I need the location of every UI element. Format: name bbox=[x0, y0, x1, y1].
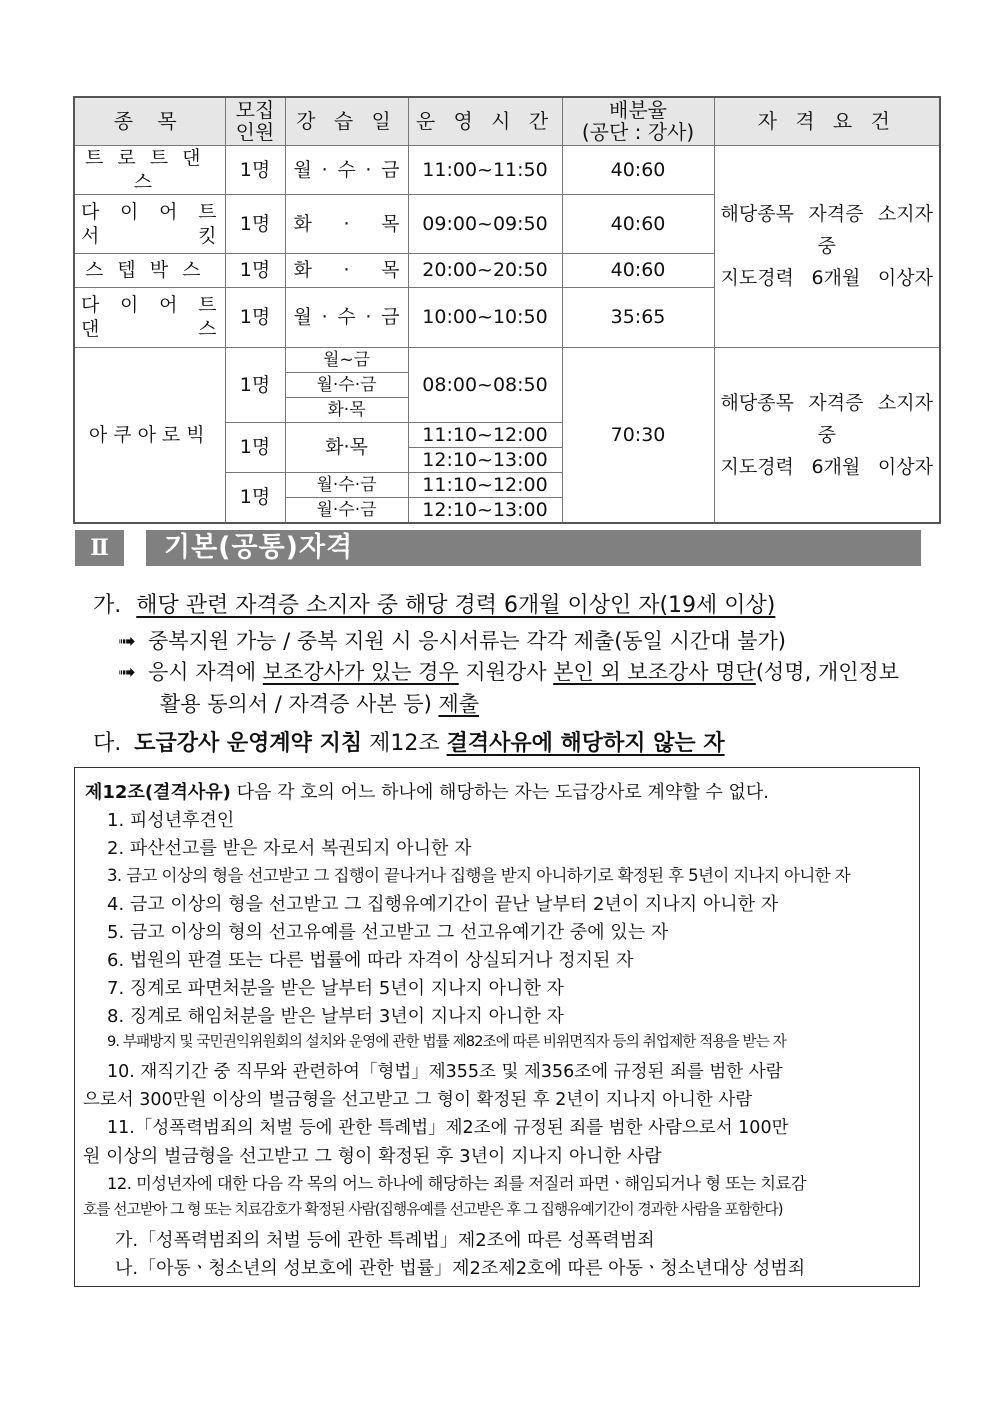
note-duplicate bbox=[118, 625, 786, 655]
item-step-box: 스텝박스 bbox=[74, 253, 225, 287]
ratio-cell: 40:60 bbox=[562, 145, 714, 194]
note-emphasis: 보조강사가 있는 경우 bbox=[262, 660, 459, 684]
qualification-line1: 해당종목 자격증 소지자 bbox=[720, 203, 933, 225]
note-assistant-cont bbox=[160, 688, 479, 718]
days-cell: 월 · 수 · 금 bbox=[285, 287, 408, 347]
note-emphasis: 제출 bbox=[438, 692, 480, 716]
header-item: 종 목 bbox=[74, 97, 225, 145]
item-ga-prefix: 가. bbox=[93, 593, 122, 618]
list-subitem: 나.「아동ㆍ청소년의 성보호에 관한 법률」제2조제2호에 따른 아동ㆍ청소년대상 성범죄 bbox=[115, 1258, 806, 1279]
days-cell: 월 · 수 · 금 bbox=[285, 145, 408, 194]
table-row bbox=[74, 347, 940, 372]
section-heading bbox=[75, 530, 921, 566]
note-text: 활용 동의서 / 자격증 사본 등) bbox=[160, 692, 439, 716]
days-cell: 화·목 bbox=[285, 422, 408, 472]
list-subitem: 가.「성폭력범죄의 처벌 등에 관한 특례법」제2조에 따른 성폭력범죄 bbox=[115, 1230, 655, 1251]
header-ratio-line1: 배분율 bbox=[609, 98, 667, 123]
list-item: 6. 법원의 판결 또는 다른 법률에 따라 자격이 상실되거나 정지된 자 bbox=[107, 950, 634, 971]
count-cell: 1명 bbox=[225, 253, 285, 287]
count-cell: 1명 bbox=[225, 287, 285, 347]
item-da-article: 제12조 bbox=[362, 731, 447, 756]
arrow-icon: ➟ bbox=[118, 660, 136, 684]
item-ga-text: 해당 관련 자격증 소지자 중 해당 경력 6개월 이상인 자(19세 이상) bbox=[136, 593, 776, 618]
note-emphasis: 본인 외 보조강사 명단 bbox=[553, 660, 756, 684]
header-recruit bbox=[225, 97, 285, 145]
section-number: Ⅱ bbox=[75, 530, 124, 566]
table-row bbox=[74, 145, 940, 194]
item-line1: 다 이 어 트 bbox=[81, 294, 219, 316]
note-text: 응시 자격에 bbox=[148, 660, 263, 684]
list-item-cont: 으로서 300만원 이상의 벌금형을 선고받고 그 형이 확정된 후 2년이 지나지 아니한 사람 bbox=[83, 1090, 753, 1110]
count-cell: 1명 bbox=[225, 145, 285, 194]
count-cell: 1명 bbox=[225, 347, 285, 422]
time-cell: 12:10~13:00 bbox=[408, 497, 562, 523]
time-cell: 10:00~10:50 bbox=[408, 287, 562, 347]
item-diet-circuit bbox=[74, 194, 225, 253]
qualification-line2: 중 bbox=[817, 235, 836, 257]
days-cell: 화·목 bbox=[285, 397, 408, 422]
list-item-cont: 호를 선고받아 그 형 또는 치료감호가 확정된 사람(집행유예를 선고받은 후 그 집행유예기간이 경과한 사람을 포함한다) bbox=[83, 1201, 783, 1218]
time-cell: 08:00~08:50 bbox=[408, 347, 562, 422]
table-header-row bbox=[74, 97, 940, 145]
note-text: (성명, 개인정보 bbox=[755, 660, 900, 684]
box-heading bbox=[85, 778, 769, 804]
time-cell: 11:10~12:00 bbox=[408, 422, 562, 447]
item-line1: 다 이 어 트 bbox=[81, 200, 219, 223]
days-cell: 화 · 목 bbox=[285, 253, 408, 287]
qualification-cell bbox=[714, 347, 940, 523]
item-ga bbox=[93, 588, 775, 619]
note-duplicate-text: 중복지원 가능 / 중복 지원 시 응시서류는 각각 제출(동일 시간대 불가) bbox=[148, 629, 786, 653]
item-da-emphasis: 결격사유에 해당하지 않는 자 bbox=[446, 731, 725, 756]
item-da bbox=[93, 726, 725, 757]
qualification-line2: 중 bbox=[817, 423, 836, 446]
days-cell: 화 · 목 bbox=[285, 194, 408, 253]
time-cell: 11:10~12:00 bbox=[408, 472, 562, 497]
ratio-cell: 40:60 bbox=[562, 194, 714, 253]
list-item: 9. 부패방지 및 국민권익위원회의 설치와 운영에 관한 법률 제82조에 따른 비위면직자 등의 취업제한 적용을 받는 자 bbox=[107, 1033, 786, 1050]
header-ratio-line2: (공단 : 강사) bbox=[581, 120, 695, 145]
header-recruit-line1: 모집 bbox=[235, 98, 275, 123]
count-cell: 1명 bbox=[225, 472, 285, 523]
qualification-line3: 지도경력 6개월 이상자 bbox=[720, 455, 933, 478]
header-days: 강 습 일 bbox=[285, 97, 408, 145]
list-item: 5. 금고 이상의 형의 선고유예를 선고받고 그 선고유예기간 중에 있는 자 bbox=[107, 922, 669, 943]
time-cell: 20:00~20:50 bbox=[408, 253, 562, 287]
item-da-guideline: 도급강사 운영계약 지침 bbox=[134, 731, 363, 756]
note-assistant bbox=[118, 656, 899, 686]
list-item: 8. 징계로 해임처분을 받은 날부터 3년이 지나지 아니한 자 bbox=[107, 1006, 564, 1027]
list-item-cont: 원 이상의 벌금형을 선고받고 그 형이 확정된 후 3년이 지나지 아니한 사람 bbox=[83, 1146, 662, 1167]
qualification-cell bbox=[714, 145, 940, 347]
time-cell: 12:10~13:00 bbox=[408, 447, 562, 472]
days-cell: 월·수·금 bbox=[285, 497, 408, 523]
count-cell: 1명 bbox=[225, 194, 285, 253]
box-heading-title: 제12조(결격사유) bbox=[85, 782, 231, 803]
note-text: 지원강사 bbox=[458, 660, 554, 684]
list-item: 7. 징계로 파면처분을 받은 날부터 5년이 지나지 아니한 자 bbox=[107, 978, 564, 999]
list-item: 2. 파산선고를 받은 자로서 복권되지 아니한 자 bbox=[107, 838, 472, 859]
header-time: 운 영 시 간 bbox=[408, 97, 562, 145]
instructor-recruitment-table bbox=[73, 96, 941, 524]
days-cell: 월·수·금 bbox=[285, 472, 408, 497]
box-heading-text: 다음 각 호의 어느 하나에 해당하는 자는 도급강사로 계약할 수 없다. bbox=[230, 782, 769, 803]
ratio-cell: 35:65 bbox=[562, 287, 714, 347]
item-line2: 댄 스 bbox=[81, 318, 219, 340]
item-aquarobic: 아쿠아로빅 bbox=[74, 347, 225, 523]
time-cell: 09:00~09:50 bbox=[408, 194, 562, 253]
list-item: 4. 금고 이상의 형을 선고받고 그 집행유예기간이 끝난 날부터 2년이 지나지 아니한 자 bbox=[107, 894, 779, 915]
list-item: 3. 금고 이상의 형을 선고받고 그 집행이 끝나거나 집행을 받지 아니하기로 확정된 후 5년이 지나지 아니한 자 bbox=[107, 866, 850, 885]
item-trot: 트로트댄스 bbox=[74, 145, 225, 194]
item-line2: 서 킷 bbox=[81, 224, 219, 247]
item-diet-dance bbox=[74, 287, 225, 347]
ratio-cell: 70:30 bbox=[562, 347, 714, 523]
qualification-line3: 지도경력 6개월 이상자 bbox=[720, 267, 933, 289]
qualification-line1: 해당종목 자격증 소지자 bbox=[720, 391, 933, 414]
list-item: 10. 재직기간 중 직무와 관련하여「형법」제355조 및 제356조에 규정된 죄를 범한 사람 bbox=[107, 1062, 783, 1082]
disqualification-box bbox=[74, 767, 920, 1287]
days-cell: 월·수·금 bbox=[285, 372, 408, 397]
item-da-prefix: 다. bbox=[93, 731, 122, 756]
ratio-cell: 40:60 bbox=[562, 253, 714, 287]
header-ratio bbox=[562, 97, 714, 145]
section-title: 기본(공통)자격 bbox=[146, 530, 921, 566]
list-item: 1. 피성년후견인 bbox=[107, 810, 235, 831]
time-cell: 11:00~11:50 bbox=[408, 145, 562, 194]
count-cell: 1명 bbox=[225, 422, 285, 472]
list-item: 11.「성폭력범죄의 처벌 등에 관한 특례법」제2조에 규정된 죄를 범한 사람으로서 100만 bbox=[107, 1118, 789, 1138]
arrow-icon: ➟ bbox=[118, 629, 136, 653]
header-qualification: 자 격 요 건 bbox=[714, 97, 940, 145]
list-item: 12. 미성년자에 대한 다음 각 목의 어느 하나에 해당하는 죄를 저질러 파면ㆍ해임되거나 형 또는 치료감 bbox=[107, 1174, 806, 1193]
header-recruit-line2: 인원 bbox=[235, 120, 275, 145]
days-cell: 월~금 bbox=[285, 347, 408, 372]
